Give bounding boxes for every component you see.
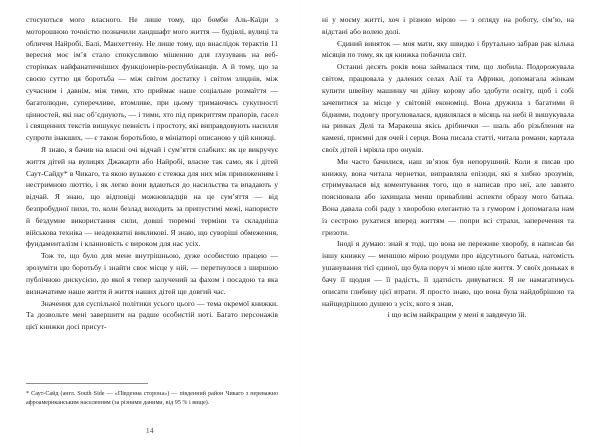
paragraph: Останні десять років вона займалася тим, що любила. Подорожувала світом, працювала у далеких селах Азії та Африки, допомагала жінкам купити швейну машинку чи дійну корову або здобути освіту, щоб і собі зачепитися за місце у світовій економіці. Вона дружила з багатими й бідними, подовгу прогулювалася, вдивлялася в місяць на небі й вишукувала на ринках Делі та Маракеша якісь дрібнички — шаль або різьблення на камені, приємні для очей і серця. Вона писала статті, читала романи, картала своїх дітей і мріяла про онуків. — [322, 62, 574, 154]
footnote-block — [26, 383, 278, 409]
paragraph: ні у моєму житті, хоч і різною мірою — з огляду на роботу, сім’ю, на відстані або волею долі. — [322, 15, 574, 36]
footnote-separator-rule — [26, 383, 148, 384]
page-number: 14 — [146, 427, 154, 435]
paragraph: Іноді я думаю: знай я тоді, що вона не переживе хворобу, я написав би іншу книжку — меншою мірою роздуми про відсутнього батька, натомість ушанування тієї єдиної, що була поруч зі мною ціле життя. У своїх доньках я бачу її щодня — її радість, її здатність дивуватися. Я не намагатимусь описати глибину цієї втрати. Я просто знаю, що вона була найдобрішою та найщедрішою душею з усіх, кого я знав, — [322, 239, 574, 308]
paragraph: Єдиний виняток — моя мати, яку швидко і брутально забрав рак кілька місяців по тому, як ця книжка побачила світ. — [322, 38, 574, 60]
right-column-body — [322, 14, 574, 321]
paragraph: Ми часто бачилися, наш зв’язок був непорушний. Коли я писав цю книжку, вона читала чернетки, виправляла епізоди, які я хибно зрозумів, стримувалася від коментування того, що я написав про неї, але завзято пояснювала або захищала менш привабливі аспекти образу мого батька. Вона давала собі раду з хворобою елегантно та з гумором і допомагала нам із сестрою рухатися вперед життям — попри всі страхи, заперечення та гризоти. — [322, 156, 574, 237]
paragraph: Я знаю, я бачив на власні очі відчай і сум’яття слабких: як це викручує життя дітей на вулицях Джакарти або Найробі, власне так само, як і дітей Саут-Сайду* в Чикаго, та якою вузькою є стежка для них між приниженням і нестримною люттю, і як легко вони вдаються до насильства та впадають у відчай. Я знаю, що відповіді можновладців на це сум’яття — від безпробудної пихи, то, коли безлад виходить за припустимі межі, напористе й бездумне використання сили, довші тюремні терміни та складніша військова техніка — неадекватні викликові. Я знаю, що суворіші обмеження, фундаменталізм і кланновість є вироком для нас усіх. — [26, 144, 278, 249]
right-page-column — [300, 0, 600, 447]
left-column-body — [26, 14, 278, 333]
paragraph: Значення для суспільної політики усього цього — тема окремої книжки. Та дозвольте мені завершити на радше особистій ноті. Багато персонажів цієї книжки досі присут- — [26, 298, 278, 332]
footnote-text: * Саут-Сайд (англ. South Side — «Південна сторона») — південний район Чикаго з переважно афроамериканським населенням (за різними даними, від 95 % і вище). — [26, 390, 278, 407]
closing-line: і що всім найкращим у мені я завдячую їй. — [387, 310, 527, 320]
paragraph: Тож те, що було для мене внутрішньою, дуже особистою працею — зрозуміти цю боротьбу і знайти своє місце у ній, — перетнулося з ширшою публічною дискусією, до якої я тепер залучений за фахом і посадою та яка визначатиме наше життя й життя наших дітей ще довгий час. — [26, 251, 278, 296]
paragraph: стосуються мого власного. Не лише тому, що бомби Аль-Каїди з моторошною точністю позначили ландшафт мого життя — будівлі, вулиці та обличчя Найробі, Балі, Манхеттену. Не лише тому, що внаслідок терактів 11 вересня моє ім’я стало спокусливою мішенню для глузувань на веб-сторінках найфанатичніших функціонерів-республіканців. А й тому, що за своєю суттю ця боротьба — між світом достатку і світом злиднів, між сучасним і давнім, між тими, хто приймає наше соціальне розмаїття — багатолюдне, суперечливе, втомливе, при цьому тримаючись сукупності цінностей, які нас об’єднують, — і тими, хто під прикриттям прапорів, гасел і священних текстів вишукує певність і простоту, які виправдовують насилля супроти інакших, — є також боротьбою, в мініатюрі описаною у цій книжці. — [26, 15, 278, 143]
